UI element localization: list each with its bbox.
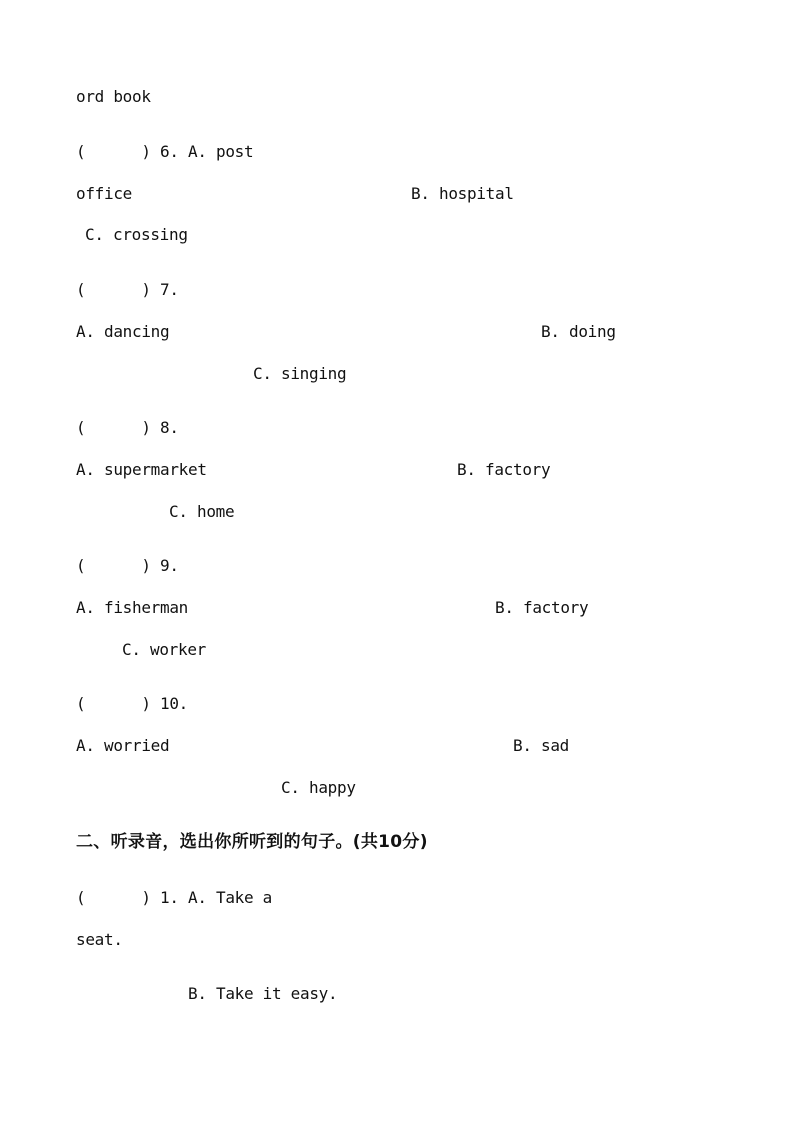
- option-b: B. doing: [541, 322, 616, 341]
- question-9: ( ) 9.: [76, 556, 179, 575]
- option-a: A. fisherman: [76, 598, 188, 617]
- option-c: C. happy: [281, 778, 356, 797]
- option-a: A. worried: [76, 736, 170, 755]
- option-c: C. singing: [253, 364, 347, 383]
- text-line: ord book: [76, 87, 151, 106]
- option-c: C. worker: [122, 640, 206, 659]
- option-a-cont: seat.: [76, 930, 123, 949]
- option-b: B. Take it easy.: [188, 984, 338, 1003]
- option-c: C. home: [169, 502, 235, 521]
- option-b: B. factory: [495, 598, 589, 617]
- option-c: C. crossing: [85, 225, 188, 244]
- option-b: B. hospital: [411, 184, 514, 203]
- question-7: ( ) 7.: [76, 280, 179, 299]
- option-a: A. supermarket: [76, 460, 207, 479]
- option-a: A. dancing: [76, 322, 170, 341]
- option-b: B. sad: [513, 736, 569, 755]
- option-b: B. factory: [457, 460, 551, 479]
- question-1: ( ) 1. A. Take a: [76, 888, 272, 907]
- section-heading: 二、听录音，选出你所听到的句子。(共10分): [76, 832, 428, 852]
- question-10: ( ) 10.: [76, 694, 188, 713]
- option-a-cont: office: [76, 184, 132, 203]
- question-6: ( ) 6. A. post: [76, 142, 254, 161]
- question-8: ( ) 8.: [76, 418, 179, 437]
